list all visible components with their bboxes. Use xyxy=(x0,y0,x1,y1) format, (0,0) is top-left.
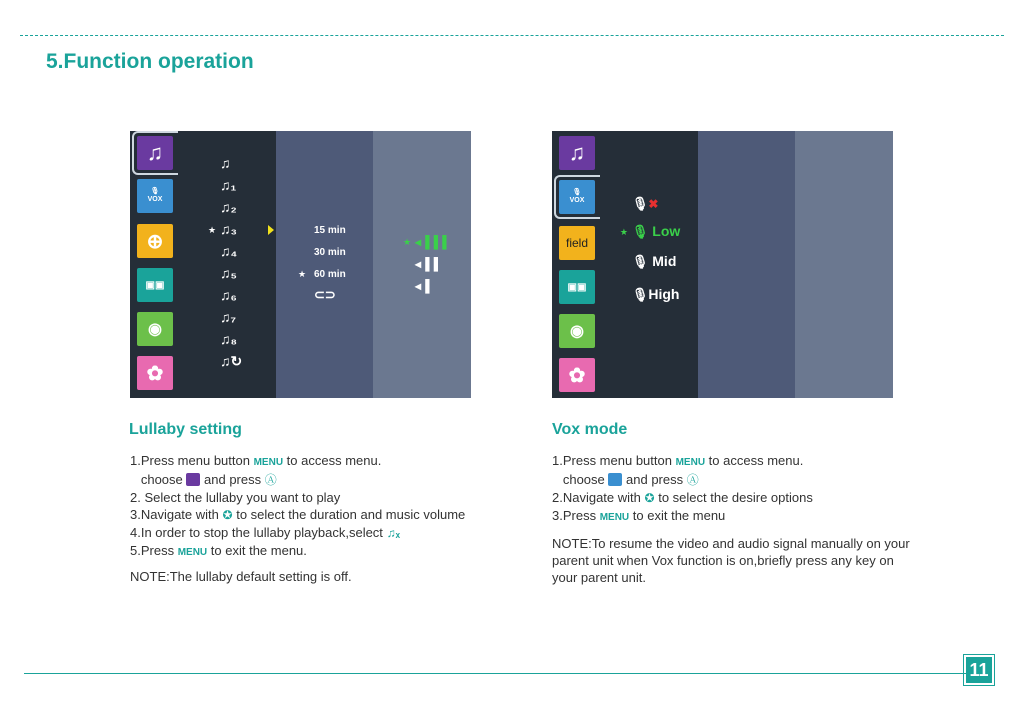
gear-icon[interactable]: ✿ xyxy=(137,356,173,390)
song-2[interactable]: ♫₂ xyxy=(220,199,237,215)
volume-column xyxy=(373,131,471,398)
duration-15[interactable]: 15 min xyxy=(314,225,346,236)
top-dashed-rule xyxy=(20,35,1004,36)
volume-mid-icon[interactable]: ◂▐▐ xyxy=(415,257,439,271)
cross-icon: ✖ xyxy=(648,197,659,211)
navigation-pad-icon: ✪ xyxy=(222,508,233,522)
vox-title: Vox mode xyxy=(552,421,628,438)
song-4[interactable]: ♫₄ xyxy=(220,243,238,259)
selected-star-icon: ★ xyxy=(619,227,628,237)
selected-star-icon: ★ xyxy=(403,237,412,247)
duration-60[interactable]: 60 min xyxy=(314,269,346,280)
vox-note: NOTE:To resume the video and audio signal manually on your parent unit when Vox function is on,briefly press any key on your parent unit. xyxy=(552,536,910,585)
duration-column xyxy=(276,131,373,398)
section-title: 5.Function operation xyxy=(46,50,254,73)
menu-button-label: MENU xyxy=(675,457,706,468)
vox-screen xyxy=(552,131,893,398)
vox-chip-icon xyxy=(608,473,622,486)
song-off[interactable]: ♫ xyxy=(220,155,231,171)
lullaby-steps: 1.Press menu button MENU to access menu. choose and press Ⓐ 2. Select the lullaby you want to play 3.Navigate with ✪ to select the duration and music volume 4.In order to stop the lullaby playback,select ♫ₓ 5.Press MENU to exit the menu. xyxy=(130,453,466,558)
menu-icon-column xyxy=(552,131,602,398)
vox-option-list xyxy=(602,131,698,398)
volume-low-icon[interactable]: ◂▐ xyxy=(415,279,430,293)
zoom-icon[interactable]: ⊕ xyxy=(137,224,173,258)
lullaby-note: NOTE:The lullaby default setting is off. xyxy=(130,569,352,584)
arrow-right-icon xyxy=(268,225,274,235)
camera-icon[interactable]: ◉ xyxy=(559,314,595,348)
vox-steps: 1.Press menu button MENU to access menu. choose and press Ⓐ 2.Navigate with ✪ to select the desire options 3.Press MENU to exit the menu xyxy=(552,453,813,523)
selected-star-icon: ★ xyxy=(298,269,307,279)
lullaby-title: Lullaby setting xyxy=(129,421,242,438)
vox-mic-icon[interactable]: 🎙 VOX xyxy=(137,179,173,213)
music-off-icon: ♫ₓ xyxy=(386,526,400,540)
field-tile[interactable]: field xyxy=(559,226,595,260)
mic-icon: 🎙 xyxy=(631,254,649,269)
volume-high-icon[interactable]: ◂▐▐▐ xyxy=(415,235,447,249)
duration-30[interactable]: 30 min xyxy=(314,247,346,258)
vox-mid-option[interactable]: 🎙 Mid xyxy=(631,253,677,269)
vox-mic-icon[interactable]: 🎙 VOX xyxy=(559,180,595,214)
ok-button-icon: Ⓐ xyxy=(264,473,277,487)
mic-icon: 🎙 xyxy=(631,287,649,302)
song-6[interactable]: ♫₆ xyxy=(220,287,237,303)
loop-icon[interactable]: ⊂⊃ xyxy=(314,287,336,302)
music-note-icon[interactable]: ♫ xyxy=(137,136,173,170)
song-1[interactable]: ♫₁ xyxy=(220,177,237,193)
ok-button-icon: Ⓐ xyxy=(686,473,699,487)
menu-icon-column xyxy=(130,131,180,398)
menu-button-label: MENU xyxy=(253,457,284,468)
gear-icon[interactable]: ✿ xyxy=(559,358,595,392)
empty-column xyxy=(795,131,893,398)
music-chip-icon xyxy=(186,473,200,486)
mic-icon: 🎙 xyxy=(631,196,649,211)
cameras-icon[interactable]: ▣▣ xyxy=(559,270,595,304)
bottom-rule xyxy=(24,673,968,674)
song-8[interactable]: ♫₈ xyxy=(220,331,238,347)
camera-icon[interactable]: ◉ xyxy=(137,312,173,346)
mic-icon: 🎙 xyxy=(631,224,649,239)
lullaby-screen xyxy=(130,131,471,398)
vox-low-option[interactable]: 🎙 Low xyxy=(631,223,681,239)
song-3[interactable]: ♫₃ xyxy=(220,221,237,237)
song-loop[interactable]: ♫↻ xyxy=(220,353,243,369)
navigation-pad-icon: ✪ xyxy=(644,491,655,505)
vox-high-option[interactable]: 🎙High xyxy=(631,286,680,302)
page-number: 11 xyxy=(966,657,992,683)
vox-off-option[interactable] xyxy=(632,195,659,212)
song-7[interactable]: ♫₇ xyxy=(220,309,237,325)
song-5[interactable]: ♫₅ xyxy=(220,265,237,281)
song-list xyxy=(180,131,276,398)
selected-star-icon: ★ xyxy=(208,225,217,235)
cameras-icon[interactable]: ▣▣ xyxy=(137,268,173,302)
empty-column xyxy=(698,131,796,398)
menu-button-label: MENU xyxy=(177,547,208,558)
music-note-icon[interactable]: ♫ xyxy=(559,136,595,170)
menu-button-label: MENU xyxy=(599,512,630,523)
